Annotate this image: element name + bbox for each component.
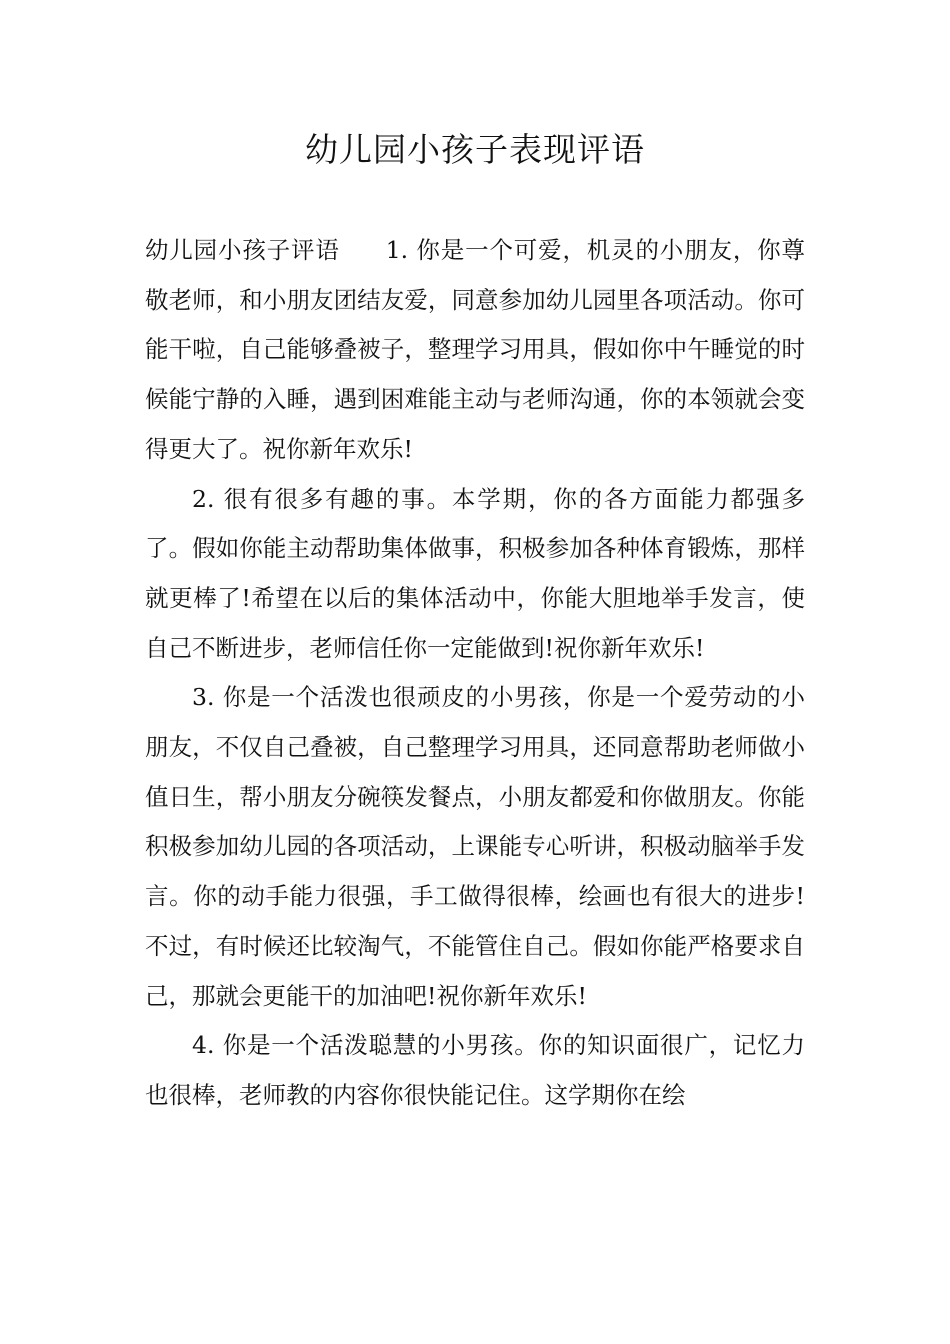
intro-label: 幼儿园小孩子评语 [145, 236, 340, 264]
paragraph-3: 3. 你是一个活泼也很顽皮的小男孩，你是一个爱劳动的小朋友，不仅自己叠被，自己整理学习用具，还同意帮助老师做小值日生，帮小朋友分碗筷发餐点，小朋友都爱和你做朋友。你能积极参加幼儿园的各项活动，上课能专心听讲，积极动脑举手发言。你的动手能力很强，手工做得很棒，绘画也有很大的进步!不过，有时候还比较淘气，不能管住自己。假如你能严格要求自己，那就会更能干的加油吧!祝你新年欢乐! [145, 683, 805, 1010]
paragraph-4: 4. 你是一个活泼聪慧的小男孩。你的知识面很广，记忆力也很棒，老师教的内容你很快能记住。这学期你在绘 [145, 1031, 805, 1109]
document-title: 幼儿园小孩子表现评语 [305, 130, 645, 169]
paragraph-1 [145, 226, 805, 475]
document-body [145, 226, 805, 1121]
paragraph-2: 2. 很有很多有趣的事。本学期，你的各方面能力都强多了。假如你能主动帮助集体做事，积极参加各种体育锻炼，那样就更棒了!希望在以后的集体活动中，你能大胆地举手发言，使自己不断进步，老师信任你一定能做到!祝你新年欢乐! [145, 484, 805, 662]
paragraph-1-text: 1. 你是一个可爱，机灵的小朋友，你尊敬老师，和小朋友团结友爱，同意参加幼儿园里各项活动。你可能干啦，自己能够叠被子，整理学习用具，假如你中午睡觉的时候能宁静的入睡，遇到困难能主动与老师沟通，你的本领就会变得更大了。祝你新年欢乐! [145, 236, 805, 463]
